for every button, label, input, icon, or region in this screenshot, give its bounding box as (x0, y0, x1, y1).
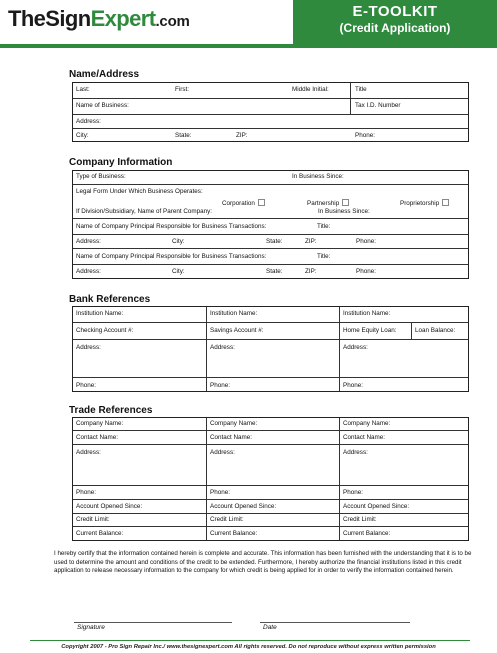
bank-3-institution-field[interactable]: Institution Name: (343, 310, 391, 317)
principal-2-name-field[interactable]: Name of Company Principal Responsible for Business Transactions: (76, 253, 267, 260)
trade-3-credit-limit-field[interactable]: Credit Limit: (343, 516, 377, 523)
principal-1-phone-field[interactable]: Phone: (356, 238, 376, 245)
partnership-checkbox[interactable] (342, 199, 349, 206)
trade-3-address-field[interactable]: Address: (343, 449, 368, 456)
phone-field[interactable]: Phone: (355, 132, 375, 139)
trade-1-company-field[interactable]: Company Name: (76, 420, 124, 427)
city-field[interactable]: City: (76, 132, 89, 139)
type-of-business-field[interactable]: Type of Business: (76, 173, 126, 180)
name-address-box (72, 82, 469, 142)
bank-3-address-field[interactable]: Address: (343, 344, 368, 351)
banner-title: E-TOOLKIT (352, 3, 438, 20)
state-field[interactable]: State: (175, 132, 192, 139)
date-line[interactable] (260, 622, 410, 623)
trade-2-company-field[interactable]: Company Name: (210, 420, 258, 427)
certification-text: I hereby certify that the information contained herein is complete and accurate. This information has been furnished with the understanding that it is to be used to determine the amount and conditions of the credit to be extended. Furthermore, I hereby authorize the financial institutions listed in this credit application to release necessary information to the company for which credit is being applied for in order to verify the information contained herein. (54, 550, 472, 575)
bank-1-address-field[interactable]: Address: (76, 344, 101, 351)
bank-2-institution-field[interactable]: Institution Name: (210, 310, 258, 317)
date-label: Date (263, 624, 277, 631)
parent-company-field[interactable]: If Division/Subsidiary, Name of Parent Company: (76, 208, 213, 215)
proprietorship-label: Proprietorship (400, 200, 440, 207)
signature-line[interactable] (74, 622, 232, 623)
trade-1-account-opened-field[interactable]: Account Opened Since: (76, 503, 143, 510)
copyright-footer: Copyright 2007 - Pro Sign Repair Inc./ www.thesignexpert.com All rights reserved. Do not reproduce without express written permission (61, 644, 436, 650)
trade-1-phone-field[interactable]: Phone: (76, 489, 96, 496)
bank-2-phone-field[interactable]: Phone: (210, 382, 230, 389)
principal-2-address-field[interactable]: Address: (76, 268, 101, 275)
logo (8, 6, 190, 32)
corporation-checkbox[interactable] (258, 199, 265, 206)
trade-3-account-opened-field[interactable]: Account Opened Since: (343, 503, 410, 510)
section-title-name-address: Name/Address (69, 69, 140, 80)
savings-account-field[interactable]: Savings Account #: (210, 327, 264, 334)
tax-id-field[interactable]: Tax I.D. Number (355, 102, 401, 109)
logo-text-com: .com (155, 13, 190, 30)
toolkit-banner (293, 0, 497, 44)
loan-balance-field[interactable]: Loan Balance: (415, 327, 456, 334)
trade-3-contact-field[interactable]: Contact Name: (343, 434, 385, 441)
corporation-option[interactable] (222, 199, 265, 208)
middle-initial-field[interactable]: Middle Initial: (292, 86, 329, 93)
principal-1-city-field[interactable]: City: (172, 238, 185, 245)
footer-rule (30, 640, 470, 641)
trade-1-contact-field[interactable]: Contact Name: (76, 434, 118, 441)
bank-2-address-field[interactable]: Address: (210, 344, 235, 351)
partnership-label: Partnership (307, 200, 340, 207)
business-name-field[interactable]: Name of Business: (76, 102, 129, 109)
checking-account-field[interactable]: Checking Account #: (76, 327, 134, 334)
trade-3-current-balance-field[interactable]: Current Balance: (343, 530, 391, 537)
trade-1-credit-limit-field[interactable]: Credit Limit: (76, 516, 110, 523)
trade-1-current-balance-field[interactable]: Current Balance: (76, 530, 124, 537)
section-title-trade-references: Trade References (69, 405, 153, 416)
principal-2-city-field[interactable]: City: (172, 268, 185, 275)
trade-2-phone-field[interactable]: Phone: (210, 489, 230, 496)
principal-1-title-field[interactable]: Title: (317, 223, 331, 230)
proprietorship-checkbox[interactable] (442, 199, 449, 206)
partnership-option[interactable] (307, 199, 349, 208)
logo-text-the-sign: TheSign (8, 6, 91, 31)
bank-references-box (72, 306, 469, 392)
zip-field[interactable]: ZIP: (236, 132, 248, 139)
principal-1-zip-field[interactable]: ZIP: (305, 238, 317, 245)
trade-2-address-field[interactable]: Address: (210, 449, 235, 456)
bank-1-phone-field[interactable]: Phone: (76, 382, 96, 389)
last-name-field[interactable]: Last: (76, 86, 90, 93)
home-equity-loan-field[interactable]: Home Equity Loan: (343, 327, 397, 334)
trade-2-current-balance-field[interactable]: Current Balance: (210, 530, 258, 537)
section-title-company-info: Company Information (69, 157, 173, 168)
section-title-bank-references: Bank References (69, 294, 151, 305)
principal-2-title-field[interactable]: Title: (317, 253, 331, 260)
address-field[interactable]: Address: (76, 118, 101, 125)
corporation-label: Corporation (222, 200, 255, 207)
principal-1-name-field[interactable]: Name of Company Principal Responsible for Business Transactions: (76, 223, 267, 230)
bank-3-phone-field[interactable]: Phone: (343, 382, 363, 389)
principal-2-zip-field[interactable]: ZIP: (305, 268, 317, 275)
trade-3-phone-field[interactable]: Phone: (343, 489, 363, 496)
principal-2-state-field[interactable]: State: (266, 268, 283, 275)
principal-1-state-field[interactable]: State: (266, 238, 283, 245)
legal-form-label: Legal Form Under Which Business Operates: (76, 188, 203, 195)
principal-1-address-field[interactable]: Address: (76, 238, 101, 245)
parent-in-business-since-field[interactable]: In Business Since: (318, 208, 370, 215)
proprietorship-option[interactable] (400, 199, 449, 208)
signature-label: Signature (77, 624, 105, 631)
trade-1-address-field[interactable]: Address: (76, 449, 101, 456)
bank-1-institution-field[interactable]: Institution Name: (76, 310, 124, 317)
trade-2-account-opened-field[interactable]: Account Opened Since: (210, 503, 277, 510)
title-field[interactable]: Title (355, 86, 367, 93)
banner-subtitle: (Credit Application) (339, 21, 451, 35)
trade-2-contact-field[interactable]: Contact Name: (210, 434, 252, 441)
in-business-since-field[interactable]: In Business Since: (292, 173, 344, 180)
principal-2-phone-field[interactable]: Phone: (356, 268, 376, 275)
company-info-box (72, 170, 469, 279)
header-rule (0, 44, 497, 48)
trade-3-company-field[interactable]: Company Name: (343, 420, 391, 427)
trade-references-box (72, 417, 469, 541)
first-name-field[interactable]: First: (175, 86, 189, 93)
logo-text-expert: Expert (90, 6, 156, 31)
trade-2-credit-limit-field[interactable]: Credit Limit: (210, 516, 244, 523)
